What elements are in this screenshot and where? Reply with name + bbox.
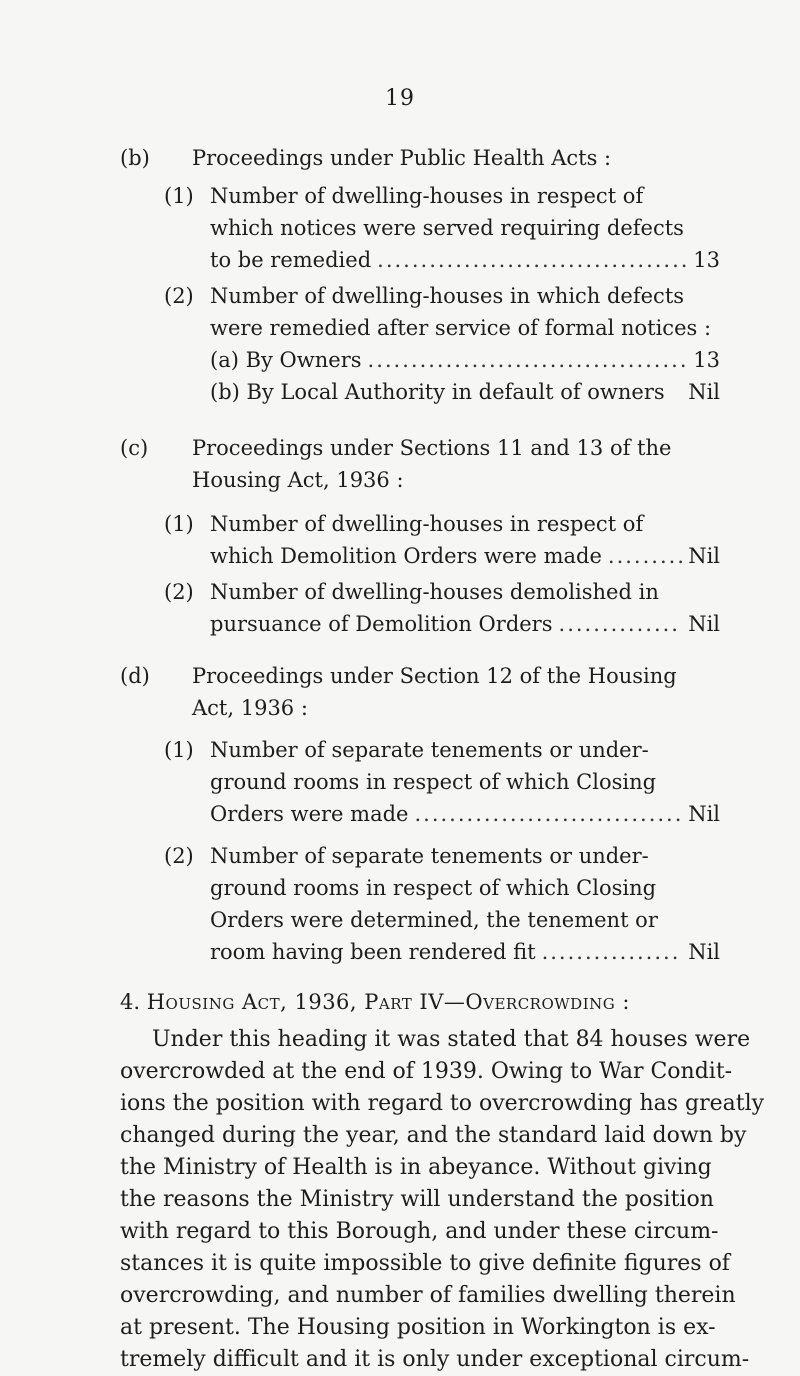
section-d-item2-num: (2) xyxy=(164,844,194,868)
leader-text: to be remedied xyxy=(210,248,372,272)
text-line: the Ministry of Health is in abeyance. Without giving xyxy=(120,1155,712,1180)
section-d-heading xyxy=(192,660,722,724)
leader-value: Nil xyxy=(688,380,720,404)
section-c-item1 xyxy=(210,508,720,572)
section-c-item1-num: (1) xyxy=(164,512,194,536)
text-line: ions the position with regard to overcrowding has greatly xyxy=(120,1091,765,1116)
text-line: Number of separate tenements or under- xyxy=(210,844,649,868)
text-line: ground rooms in respect of which Closing xyxy=(210,770,657,794)
text-line: Orders were determined, the tenement or xyxy=(210,908,658,932)
text-line: Number of dwelling-houses in respect of xyxy=(210,184,644,208)
text-line: ground rooms in respect of which Closing xyxy=(210,876,657,900)
leader-row xyxy=(210,936,720,968)
section-c-item2-num: (2) xyxy=(164,580,194,604)
leader-text: which Demolition Orders were made xyxy=(210,544,602,568)
leader-row xyxy=(210,344,720,376)
leader-dots xyxy=(608,540,682,572)
leader-value: 13 xyxy=(693,348,720,372)
section-c-marker: (c) xyxy=(120,436,149,460)
text-line: the reasons the Ministry will understand the position xyxy=(120,1187,714,1212)
leader-text: Orders were made xyxy=(210,802,409,826)
section-4-heading xyxy=(120,986,720,1018)
text-line: overcrowding, and number of families dwelling therein xyxy=(120,1283,736,1308)
leader-text: (a) By Owners xyxy=(210,348,362,372)
leader-value: Nil xyxy=(688,802,720,826)
section-4-heading-line xyxy=(120,986,720,1018)
section-d-item1 xyxy=(210,734,720,830)
leader-dots xyxy=(414,798,682,830)
text-line: changed during the year, and the standard laid down by xyxy=(120,1123,747,1148)
text-line: were remedied after service of formal notices : xyxy=(210,316,712,340)
text-line: Proceedings under Sections 11 and 13 of the xyxy=(192,436,672,460)
text-line: Proceedings under Section 12 of the Housing xyxy=(192,664,677,688)
leader-dots xyxy=(542,936,683,968)
section-b-item1 xyxy=(210,180,720,276)
leader-text: pursuance of Demolition Orders xyxy=(210,612,553,636)
leader-dots xyxy=(559,608,683,640)
section-b-marker: (b) xyxy=(120,146,150,170)
leader-row xyxy=(210,244,720,276)
leader-row xyxy=(210,608,720,640)
section-c-item2 xyxy=(210,576,720,640)
section-4-paragraph xyxy=(120,1024,765,1376)
section-c-heading xyxy=(192,432,722,496)
text-line: overcrowded at the end of 1939. Owing to War Condit- xyxy=(120,1059,733,1084)
section-b-item1-num: (1) xyxy=(164,184,194,208)
section-b-heading-line: Proceedings under Public Health Acts : xyxy=(192,146,612,170)
leader-row xyxy=(210,798,720,830)
section-4-number: 4. xyxy=(120,990,141,1014)
text-line: at present. The Housing position in Workington is ex- xyxy=(120,1315,716,1340)
leader-value: Nil xyxy=(688,612,720,636)
page-number: 19 xyxy=(385,86,415,111)
text-line: Number of dwelling-houses in which defects xyxy=(210,284,685,308)
text-line: Number of dwelling-houses in respect of xyxy=(210,512,644,536)
section-b-heading xyxy=(192,142,722,174)
section-b-item2 xyxy=(210,280,720,408)
text-line: Number of separate tenements or under- xyxy=(210,738,649,762)
leader-dots xyxy=(377,244,687,276)
text-line: with regard to this Borough, and under these circum- xyxy=(120,1219,719,1244)
leader-value: 13 xyxy=(693,248,720,272)
text-line: tremely difficult and it is only under exceptional circum- xyxy=(120,1347,750,1372)
text-line: Under this heading it was stated that 84 houses were xyxy=(152,1027,751,1052)
section-d-item2 xyxy=(210,840,720,968)
text-line: Number of dwelling-houses demolished in xyxy=(210,580,659,604)
section-d-marker: (d) xyxy=(120,664,150,688)
leader-row xyxy=(210,540,720,572)
leader-text: room having been rendered fit xyxy=(210,940,536,964)
text-line: which notices were served requiring defects xyxy=(210,216,684,240)
text-line: Act, 1936 : xyxy=(192,696,308,720)
leader-value: Nil xyxy=(688,940,720,964)
leader-value: Nil xyxy=(688,544,720,568)
text-line: Housing Act, 1936 : xyxy=(192,468,404,492)
section-d-item1-num: (1) xyxy=(164,738,194,762)
leader-text: (b) By Local Authority in default of owners xyxy=(210,380,665,404)
section-b-item2-num: (2) xyxy=(164,284,194,308)
leader-row xyxy=(210,376,720,408)
text-line: stances it is quite impossible to give definite figures of xyxy=(120,1251,730,1276)
leader-dots xyxy=(368,344,688,376)
section-4-title: Housing Act, 1936, Part IV—Overcrowding : xyxy=(146,990,630,1014)
